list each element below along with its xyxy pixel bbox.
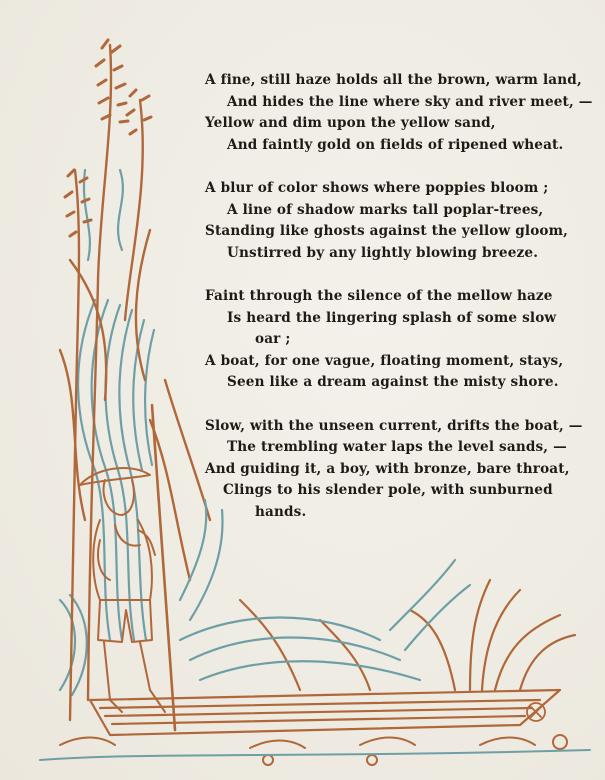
- poem-line: Slow, with the unseen current, drifts the boat, —: [205, 417, 583, 434]
- poem-line: Yellow and dim upon the yellow sand,: [205, 115, 496, 131]
- stanza-1: [205, 70, 593, 156]
- stanza-4: [205, 416, 583, 524]
- poem-line: A line of shadow marks tall poplar-trees,: [227, 201, 544, 218]
- poem-text: [205, 70, 593, 545]
- poem-line: Is heard the lingering splash of some slow: [227, 309, 557, 326]
- poem-line: And guiding it, a boy, with bronze, bare throat,: [205, 460, 570, 477]
- poem-line: hands.: [255, 503, 307, 520]
- poem-line: A fine, still haze holds all the brown, warm land,: [205, 72, 582, 88]
- poem-line: Standing like ghosts against the yellow gloom,: [205, 223, 569, 239]
- poem-line: And faintly gold on fields of ripened wheat.: [227, 136, 564, 153]
- artist-monogram: [527, 703, 545, 721]
- poem-line: Seen like a dream against the misty shore.: [227, 374, 559, 390]
- right-grasses: [240, 580, 575, 690]
- water-lilies: [60, 735, 567, 765]
- poem-line: A boat, for one vague, floating moment, stays,: [205, 352, 564, 369]
- poem-line: And hides the line where sky and river meet, —: [227, 93, 593, 110]
- poem-line: Clings to his slender pole, with sunburned: [223, 482, 553, 498]
- poem-line: The trembling water laps the level sands, —: [227, 439, 567, 455]
- poem-line: oar ;: [255, 331, 291, 347]
- stanza-3: [205, 286, 575, 394]
- boat: [90, 690, 560, 735]
- stanza-2: [205, 178, 575, 264]
- poem-line: Unstirred by any lightly blowing breeze.: [227, 244, 539, 261]
- poem-line: A blur of color shows where poppies bloom ;: [205, 180, 549, 196]
- poem-line: Faint through the silence of the mellow haze: [205, 288, 553, 304]
